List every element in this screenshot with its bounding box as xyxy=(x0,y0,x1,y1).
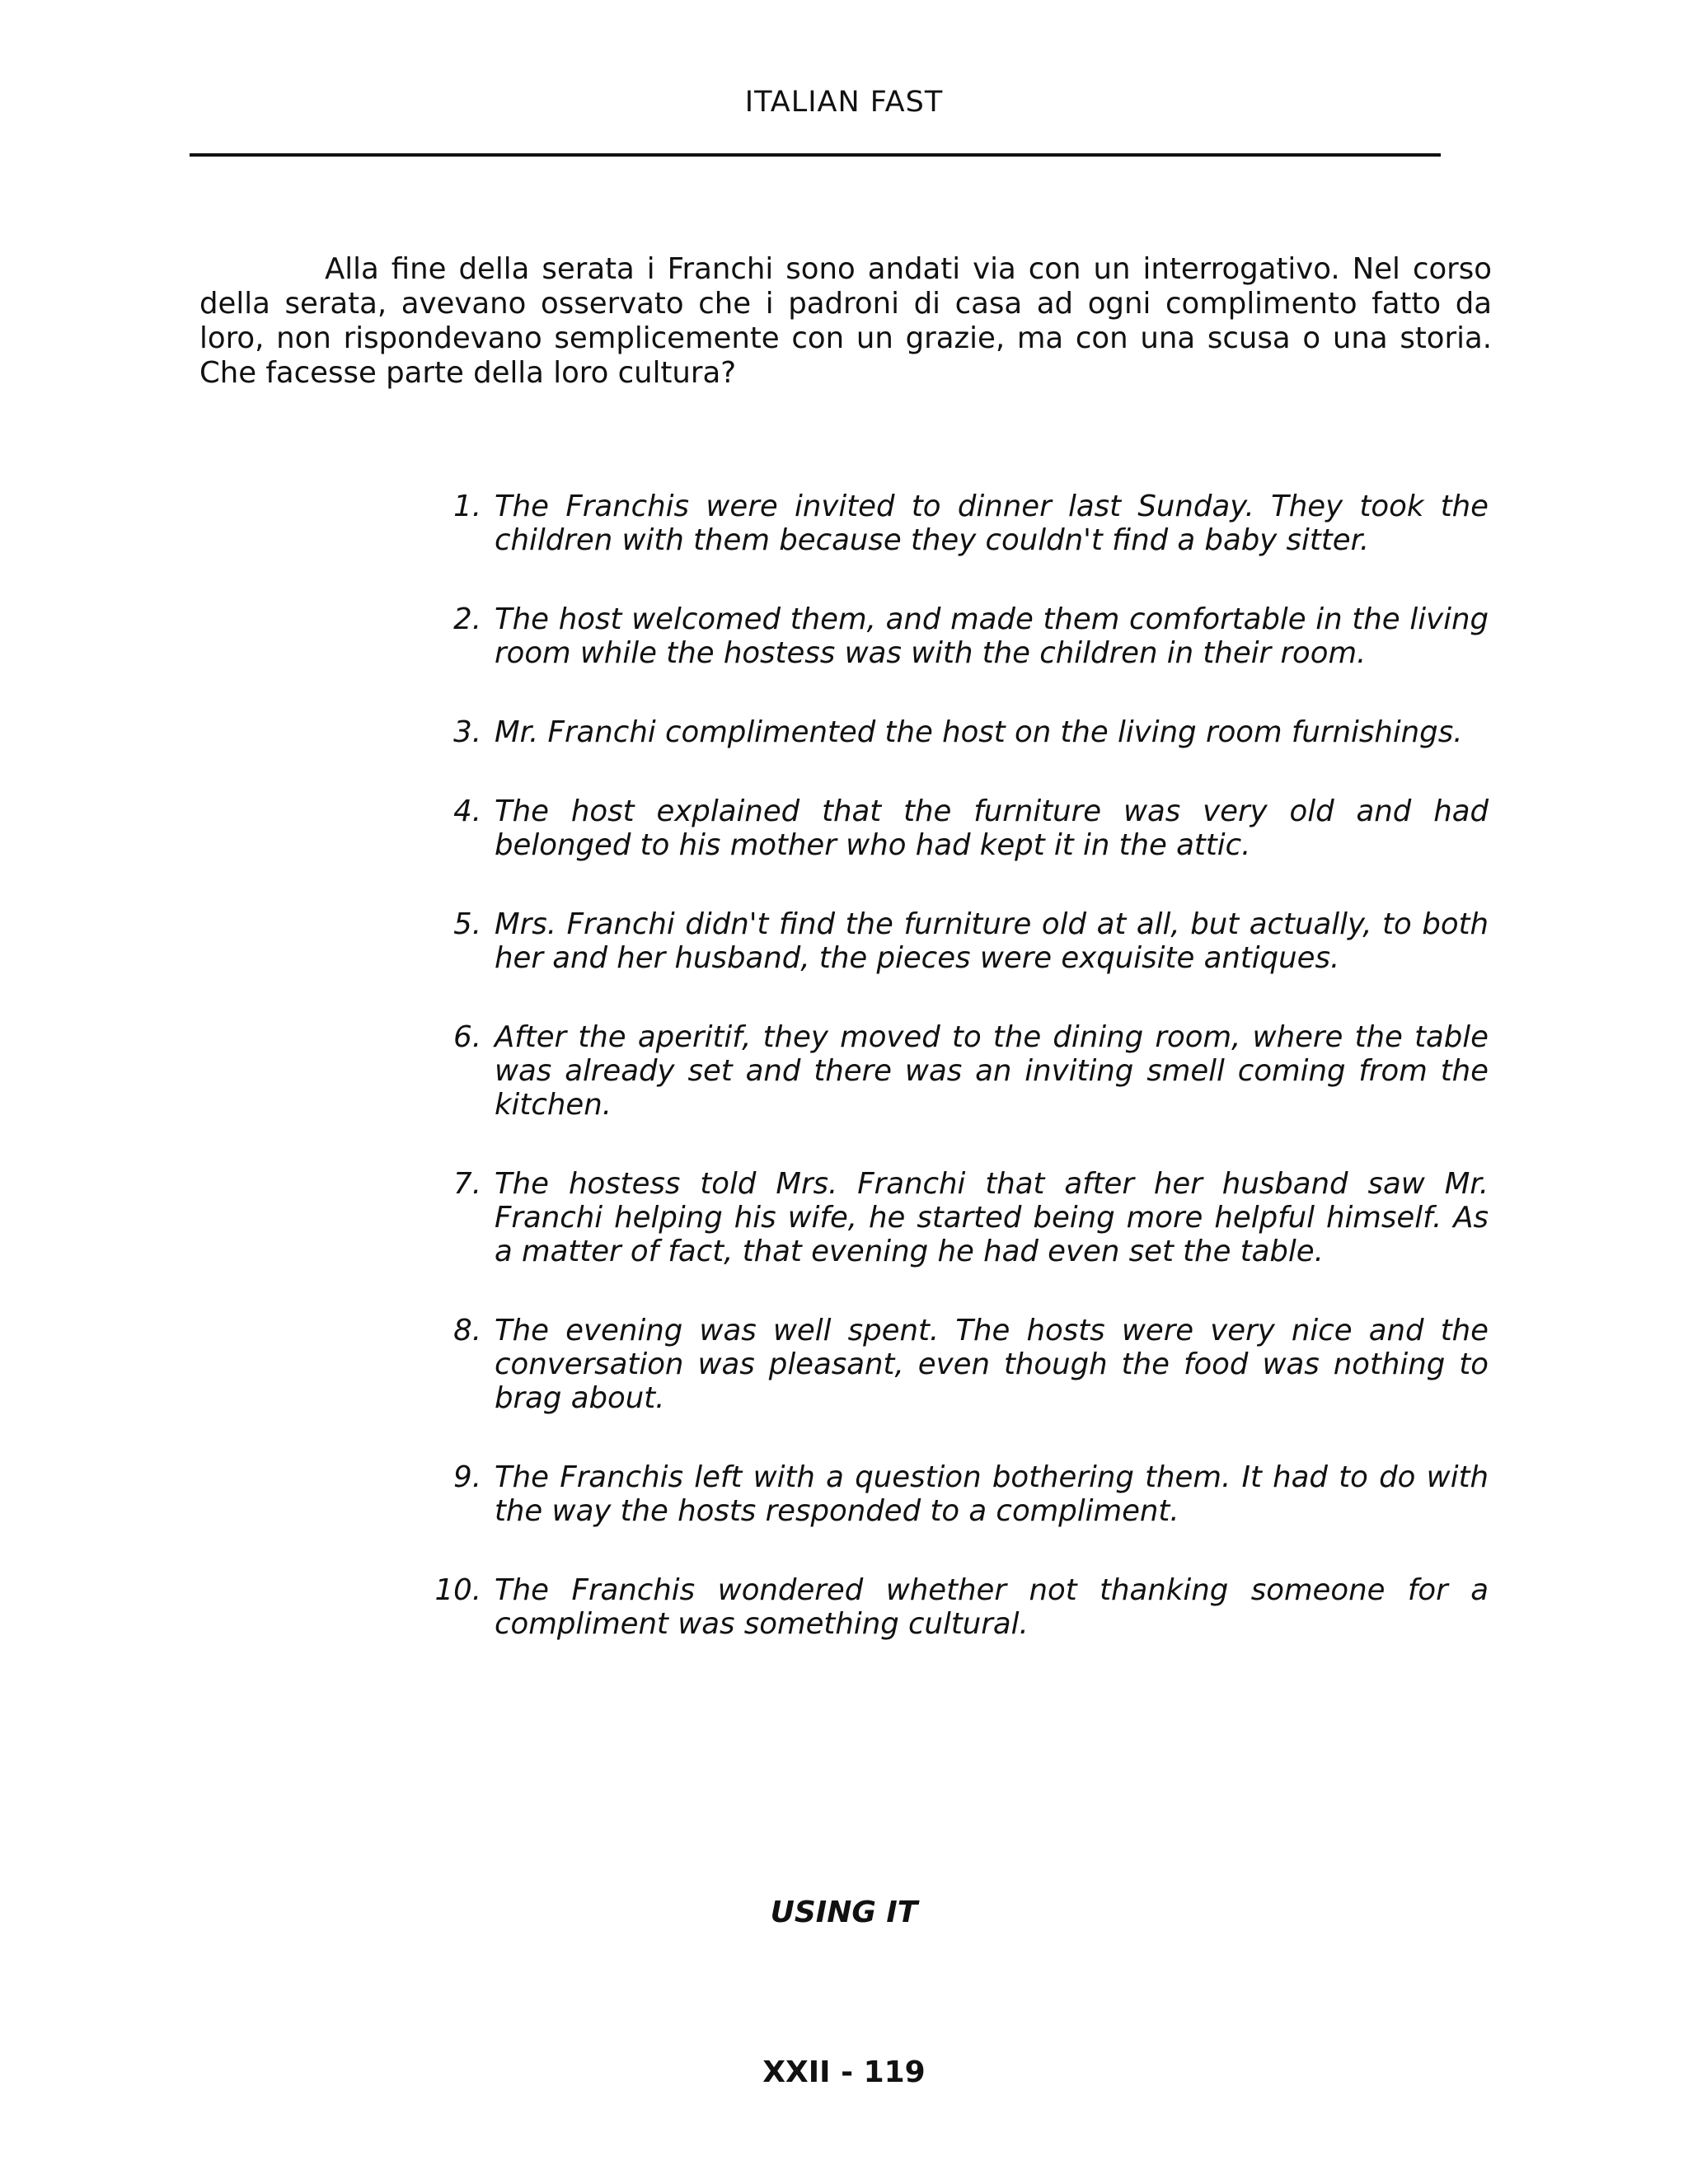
item-number: 5. xyxy=(453,907,481,941)
item-text: The host explained that the furniture was very old and had belonged to his mother who had kept it in the attic. xyxy=(495,794,1489,862)
list-item xyxy=(412,1573,1489,1641)
intro-paragraph xyxy=(199,252,1492,391)
item-number: 1. xyxy=(453,490,481,523)
statement-list xyxy=(412,490,1489,1686)
list-item xyxy=(412,490,1489,557)
item-text: After the aperitif, they moved to the dining room, where the table was already set and there was an inviting smell coming from the kitchen. xyxy=(495,1020,1489,1122)
item-text: The evening was well spent. The hosts were very nice and the conversation was pleasant, even though the food was nothing to brag about. xyxy=(495,1314,1489,1415)
item-number: 8. xyxy=(453,1314,481,1347)
list-item xyxy=(412,1460,1489,1528)
item-number: 9. xyxy=(453,1460,481,1494)
list-item xyxy=(412,907,1489,975)
list-item xyxy=(412,715,1489,749)
list-item xyxy=(412,1020,1489,1122)
header-divider xyxy=(190,153,1441,157)
list-item xyxy=(412,794,1489,862)
item-number: 2. xyxy=(453,602,481,636)
item-text: The Franchis wondered whether not thanking someone for a compliment was something cultural. xyxy=(495,1573,1489,1641)
list-item xyxy=(412,1314,1489,1415)
item-text: Mr. Franchi complimented the host on the living room furnishings. xyxy=(495,715,1463,749)
item-text: The host welcomed them, and made them comfortable in the living room while the hostess was with the children in their room. xyxy=(495,602,1489,670)
item-number: 7. xyxy=(453,1167,481,1201)
list-item xyxy=(412,602,1489,670)
section-label: USING IT xyxy=(770,1896,918,1929)
item-text: The Franchis left with a question bothering them. It had to do with the way the hosts responded to a compliment. xyxy=(495,1460,1489,1528)
list-item xyxy=(412,1167,1489,1268)
page-header: ITALIAN FAST xyxy=(744,86,944,119)
intro-text: Alla fine della serata i Franchi sono andati via con un interrogativo. Nel corso della serata, avevano osservato che i padroni di casa ad ogni complimento fatto da loro, non rispondevano semplicemente con un grazie, ma con una scusa o una storia. Che facesse parte della loro cultura? xyxy=(199,252,1492,390)
item-text: The hostess told Mrs. Franchi that after her husband saw Mr. Franchi helping his wife, he started being more helpful himself. As a matter of fact, that evening he had even set the table. xyxy=(495,1167,1489,1268)
item-number: 6. xyxy=(453,1020,481,1054)
item-number: 3. xyxy=(453,715,481,749)
item-text: Mrs. Franchi didn't find the furniture old at all, but actually, to both her and her husband, the pieces were exquisite antiques. xyxy=(495,907,1489,975)
item-number: 4. xyxy=(453,794,481,828)
page-number: XXII - 119 xyxy=(762,2055,926,2089)
item-number: 10. xyxy=(434,1573,481,1607)
item-text: The Franchis were invited to dinner last Sunday. They took the children with them because they couldn't find a baby sitter. xyxy=(495,490,1489,557)
